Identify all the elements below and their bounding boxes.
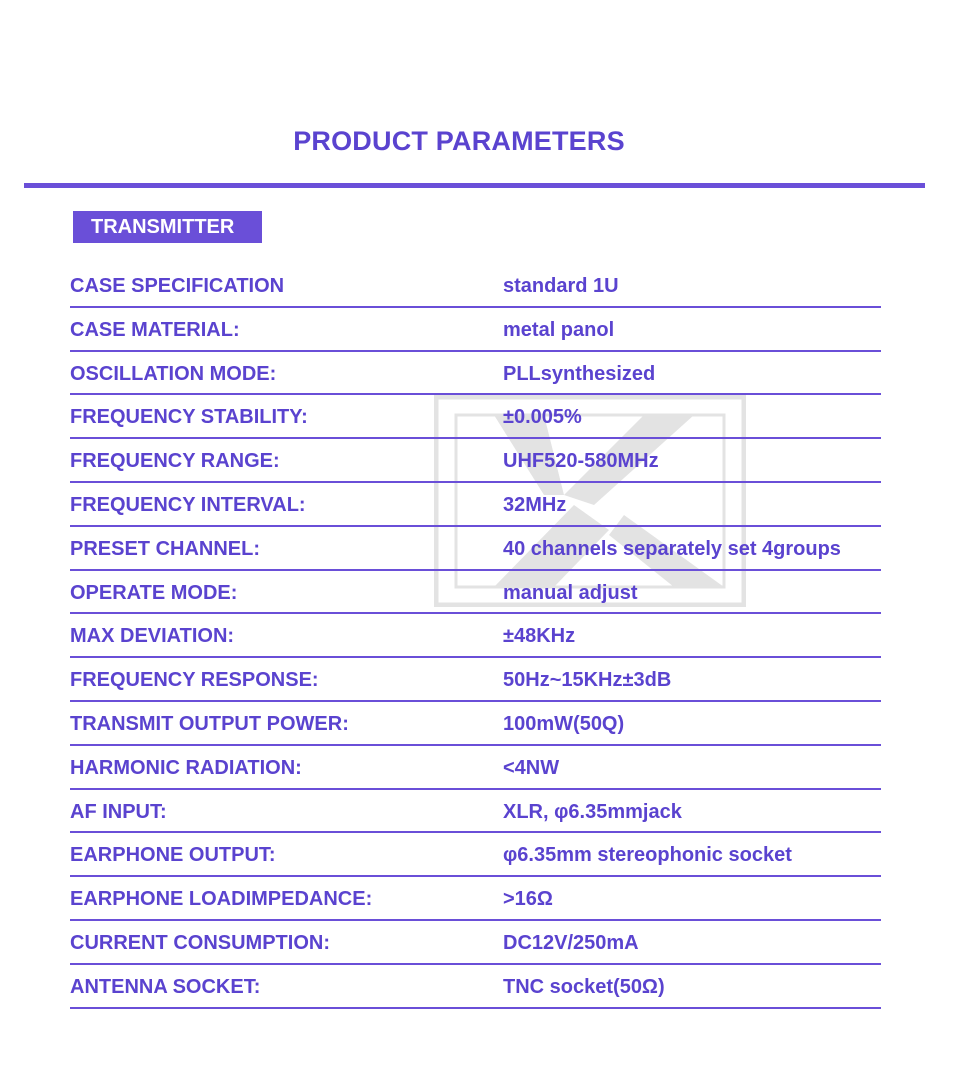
spec-row-earphone-load-impedance bbox=[70, 877, 881, 921]
spec-row-harmonic-radiation bbox=[70, 746, 881, 790]
spec-label: FREQUENCY STABILITY: bbox=[70, 406, 308, 429]
spec-value: 100mW(50Q) bbox=[503, 712, 625, 735]
spec-label: EARPHONE OUTPUT: bbox=[70, 844, 276, 867]
spec-value: ±0.005% bbox=[503, 406, 582, 429]
spec-label: FREQUENCY RESPONSE: bbox=[70, 669, 319, 692]
spec-row-earphone-output bbox=[70, 833, 881, 877]
spec-row-frequency-interval bbox=[70, 483, 881, 527]
title-divider bbox=[24, 183, 925, 188]
spec-label: TRANSMIT OUTPUT POWER: bbox=[70, 712, 349, 735]
spec-row-transmit-output-power bbox=[70, 702, 881, 746]
spec-row-preset-channel bbox=[70, 527, 881, 571]
spec-label: OPERATE MODE: bbox=[70, 581, 238, 604]
spec-label: CASE SPECIFICATION bbox=[70, 275, 285, 297]
spec-value: XLR, φ6.35mmjack bbox=[503, 800, 682, 823]
spec-label: OSCILLATION MODE: bbox=[70, 362, 277, 385]
spec-label: MAX DEVIATION: bbox=[70, 625, 235, 648]
spec-value: UHF520-580MHz bbox=[503, 450, 659, 473]
spec-label: CASE MATERIAL: bbox=[70, 318, 240, 341]
spec-value: >16Ω bbox=[503, 888, 553, 911]
spec-value: <4NW bbox=[503, 756, 560, 779]
spec-value: metal panol bbox=[503, 318, 615, 341]
page-title: PRODUCT PARAMETERS bbox=[293, 126, 625, 156]
spec-row-max-deviation bbox=[70, 614, 881, 658]
spec-label: CURRENT CONSUMPTION: bbox=[70, 931, 330, 954]
spec-value: 40 channels separately set 4groups bbox=[503, 537, 841, 560]
spec-value: φ6.35mm stereophonic socket bbox=[503, 844, 792, 867]
spec-label: FREQUENCY INTERVAL: bbox=[70, 493, 306, 516]
spec-label: AF INPUT: bbox=[70, 800, 167, 823]
spec-label: ANTENNA SOCKET: bbox=[70, 975, 261, 998]
section-badge-transmitter: TRANSMITTER bbox=[73, 211, 262, 243]
spec-label: FREQUENCY RANGE: bbox=[70, 450, 280, 473]
spec-value: ±48KHz bbox=[503, 625, 576, 648]
spec-value: PLLsynthesized bbox=[503, 362, 656, 385]
spec-row-case-material bbox=[70, 308, 881, 352]
spec-row-case-specification bbox=[70, 264, 881, 308]
spec-label: HARMONIC RADIATION: bbox=[70, 756, 302, 779]
spec-row-oscillation-mode bbox=[70, 352, 881, 396]
spec-row-af-input bbox=[70, 790, 881, 834]
spec-row-current-consumption bbox=[70, 921, 881, 965]
spec-value: standard 1U bbox=[503, 275, 619, 297]
spec-label: EARPHONE LOADIMPEDANCE: bbox=[70, 888, 373, 911]
spec-row-antenna-socket bbox=[70, 965, 881, 1009]
spec-value: TNC socket(50Ω) bbox=[503, 975, 665, 998]
spec-value: 32MHz bbox=[503, 493, 567, 516]
spec-label: PRESET CHANNEL: bbox=[70, 537, 261, 560]
spec-table bbox=[70, 264, 881, 1009]
spec-row-operate-mode bbox=[70, 571, 881, 615]
spec-value: 50Hz~15KHz±3dB bbox=[503, 669, 672, 692]
spec-row-frequency-stability bbox=[70, 395, 881, 439]
spec-value: manual adjust bbox=[503, 581, 638, 604]
spec-row-frequency-response bbox=[70, 658, 881, 702]
spec-value: DC12V/250mA bbox=[503, 931, 639, 954]
spec-row-frequency-range bbox=[70, 439, 881, 483]
